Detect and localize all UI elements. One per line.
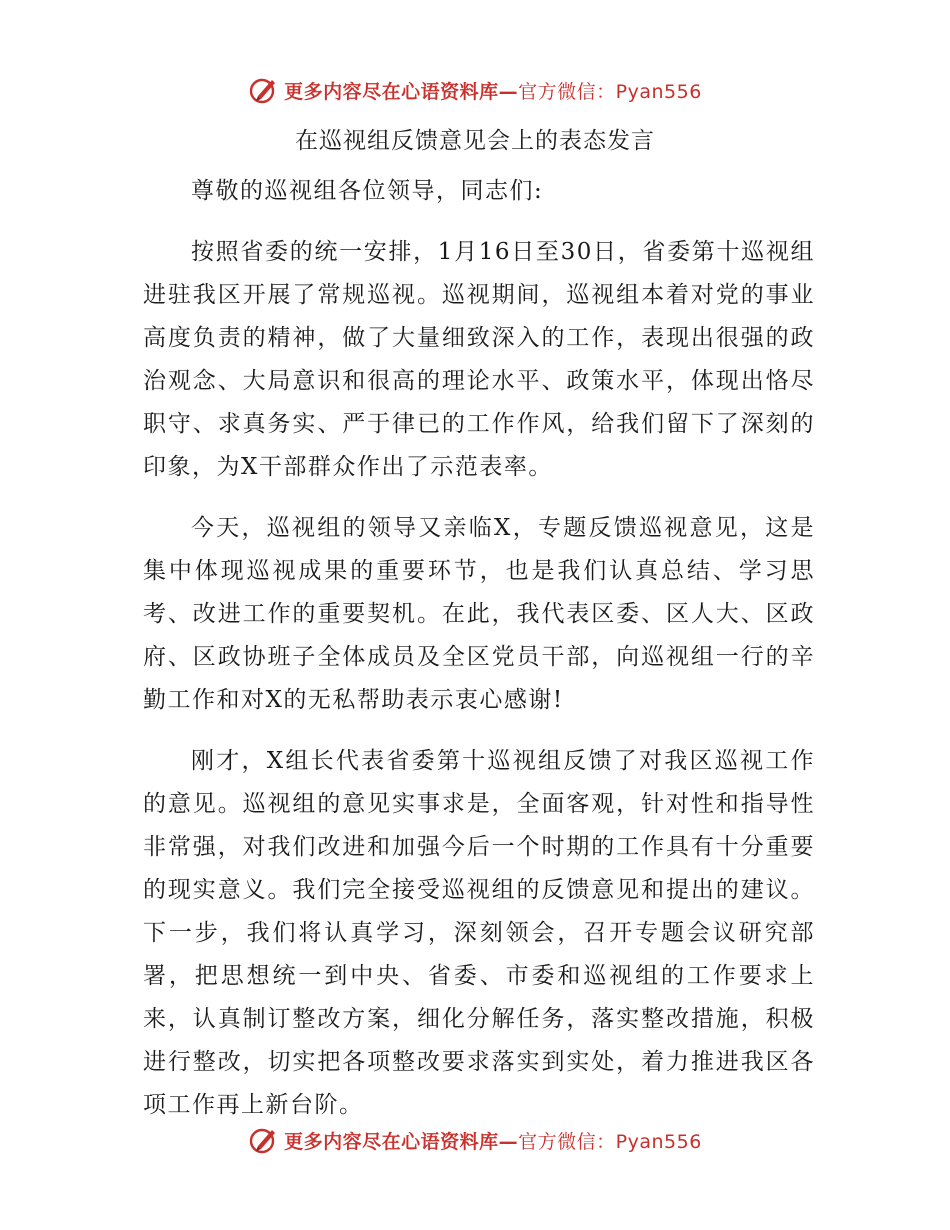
- banner-text: 更多内容尽在心语资料库—官方微信：Pyan556: [284, 80, 702, 103]
- document-title: 在巡视组反馈意见会上的表态发言: [295, 128, 655, 154]
- paragraph-3: 刚才，X组长代表省委第十巡视组反馈了对我区巡视工作的意见。巡视组的意见实事求是，全面客观，针对性和指导性非常强，对我们改进和加强今后一个时期的工作具有十分重要的现实意义。我们完全接受巡视组的反馈意见和提出的建议。下一步，我们将认真学习，深刻领会，召开专题会议研究部署，把思想统一到中央、省委、市委和巡视组的工作要求上来，认真制订整改方案，细化分解任务，落实整改措施，积极进行整改，切实把各项整改要求落实到实处，着力推进我区各项工作再上新台阶。: [143, 748, 815, 1118]
- paragraph-2: 今天，巡视组的领导又亲临X，专题反馈巡视意见，这是集中体现巡视成果的重要环节，也是我们认真总结、学习思考、改进工作的重要契机。在此，我代表区委、区人大、区政府、区政协班子全体成员及全区党员干部，向巡视组一行的辛勤工作和对X的无私帮助表示衷心感谢!: [143, 515, 815, 713]
- paragraph-1: 按照省委的统一安排，1月16日至30日，省委第十巡视组进驻我区开展了常规巡视。巡视期间，巡视组本着对党的事业高度负责的精神，做了大量细致深入的工作，表现出很强的政治观念、大局意识和很高的理论水平、政策水平，体现出恪尽职守、求真务实、严于律已的工作作风，给我们留下了深刻的印象，为X干部群众作出了示范表率。: [143, 239, 815, 480]
- footer-watermark-banner: [0, 1122, 950, 1158]
- document-body: [143, 170, 815, 1145]
- pen-logo-icon: [248, 74, 280, 106]
- pen-logo-icon: [248, 1124, 280, 1156]
- header-watermark-banner: [0, 72, 950, 108]
- banner-text: 更多内容尽在心语资料库—官方微信：Pyan556: [284, 1130, 702, 1153]
- salutation: 尊敬的巡视组各位领导，同志们:: [191, 178, 544, 204]
